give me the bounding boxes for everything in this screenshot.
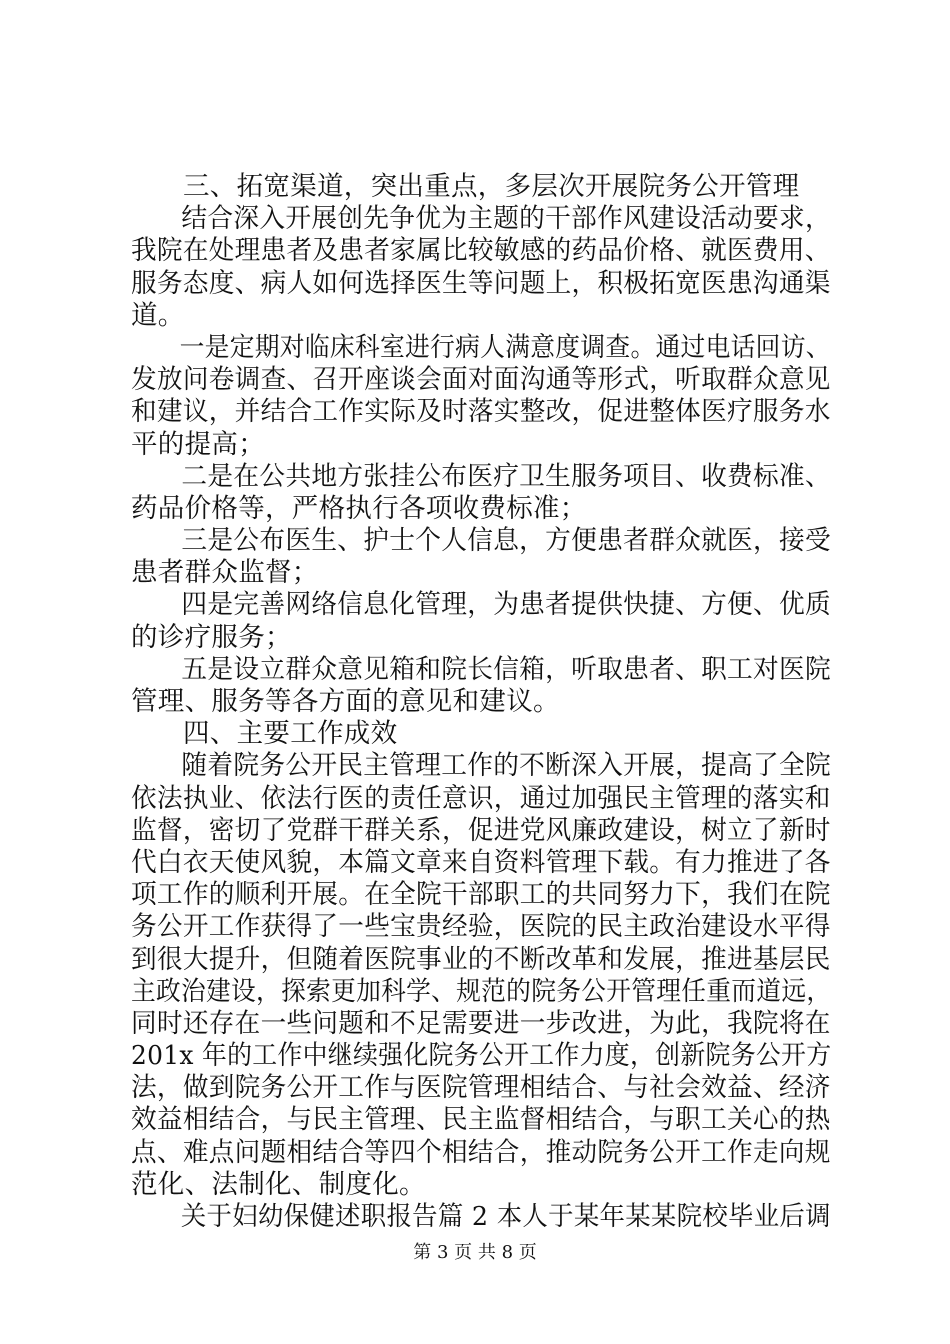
text-line: 务公开工作获得了一些宝贵经验，医院的民主政治建设水平得 (131, 911, 831, 943)
text-line: 一是定期对临床科室进行病人满意度调查。通过电话回访、 (179, 331, 831, 363)
text-line: 范化、法制化、制度化。 (131, 1168, 426, 1200)
text-line: 四是完善网络信息化管理，为患者提供快捷、方便、优质 (181, 589, 831, 621)
text-line: 依法执业、依法行医的责任意识，通过加强民主管理的落实和 (131, 782, 831, 814)
text-line: 五是设立群众意见箱和院长信箱，听取患者、职工对医院 (181, 653, 831, 685)
text-line: 发放问卷调查、召开座谈会面对面沟通等形式，听取群众意见 (131, 364, 831, 396)
text-line: 的诊疗服务； (131, 621, 292, 653)
text-line: 管理、服务等各方面的意见和建议。 (131, 686, 560, 717)
text-line: 四、主要工作成效 (183, 718, 398, 750)
text-line: 二是在公共地方张挂公布医疗卫生服务项目、收费标准、 (181, 460, 831, 492)
text-line: 到很大提升，但随着医院事业的不断改革和发展，推进基层民 (131, 943, 831, 975)
text-line: 点、难点问题相结合等四个相结合，推动院务公开工作走向规 (131, 1136, 831, 1168)
text-line: 和建议，并结合工作实际及时落实整改，促进整体医疗服务水 (131, 396, 831, 428)
text-line: 患者群众监督； (131, 557, 319, 589)
text-line: 关于妇幼保健述职报告篇 2 本人于某年某某院校毕业后调 (180, 1201, 831, 1232)
page-footer (0, 1242, 950, 1264)
text-line: 道。 (131, 299, 185, 331)
text-line: 项工作的顺利开展。在全院干部职工的共同努力下，我们在院 (131, 879, 831, 911)
text-line: 主政治建设，探索更加科学、规范的院务公开管理任重而道远， (131, 975, 832, 1007)
document-body (131, 171, 831, 1233)
text-line: 代白衣天使风貌，本篇文章来自资料管理下载。有力推进了各 (131, 846, 831, 878)
text-line: 我院在处理患者及患者家属比较敏感的药品价格、就医费用、 (131, 235, 831, 267)
text-line: 监督，密切了党群干群关系，促进党风廉政建设，树立了新时 (131, 814, 831, 846)
text-line: 同时还存在一些问题和不足需要进一步改进，为此，我院将在 (131, 1007, 831, 1039)
text-line: 平的提高； (131, 428, 265, 460)
page-number-label: 第 3 页 共 8 页 (413, 1242, 537, 1263)
text-line: 法，做到院务公开工作与医院管理相结合、与社会效益、经济 (131, 1072, 831, 1104)
text-line: 三是公布医生、护士个人信息，方便患者群众就医，接受 (181, 525, 831, 557)
text-line: 随着院务公开民主管理工作的不断深入开展，提高了全院 (181, 750, 831, 782)
text-line: 三、拓宽渠道，突出重点，多层次开展院务公开管理 (183, 171, 800, 202)
text-line: 效益相结合，与民主管理、民主监督相结合，与职工关心的热 (131, 1104, 831, 1136)
text-line: 结合深入开展创先争优为主题的干部作风建设活动要求， (181, 203, 831, 235)
text-line: 201x 年的工作中继续强化院务公开工作力度，创新院务公开方 (131, 1040, 832, 1072)
text-line: 服务态度、病人如何选择医生等问题上，积极拓宽医患沟通渠 (131, 267, 831, 299)
text-line: 药品价格等，严格执行各项收费标准； (131, 492, 587, 524)
